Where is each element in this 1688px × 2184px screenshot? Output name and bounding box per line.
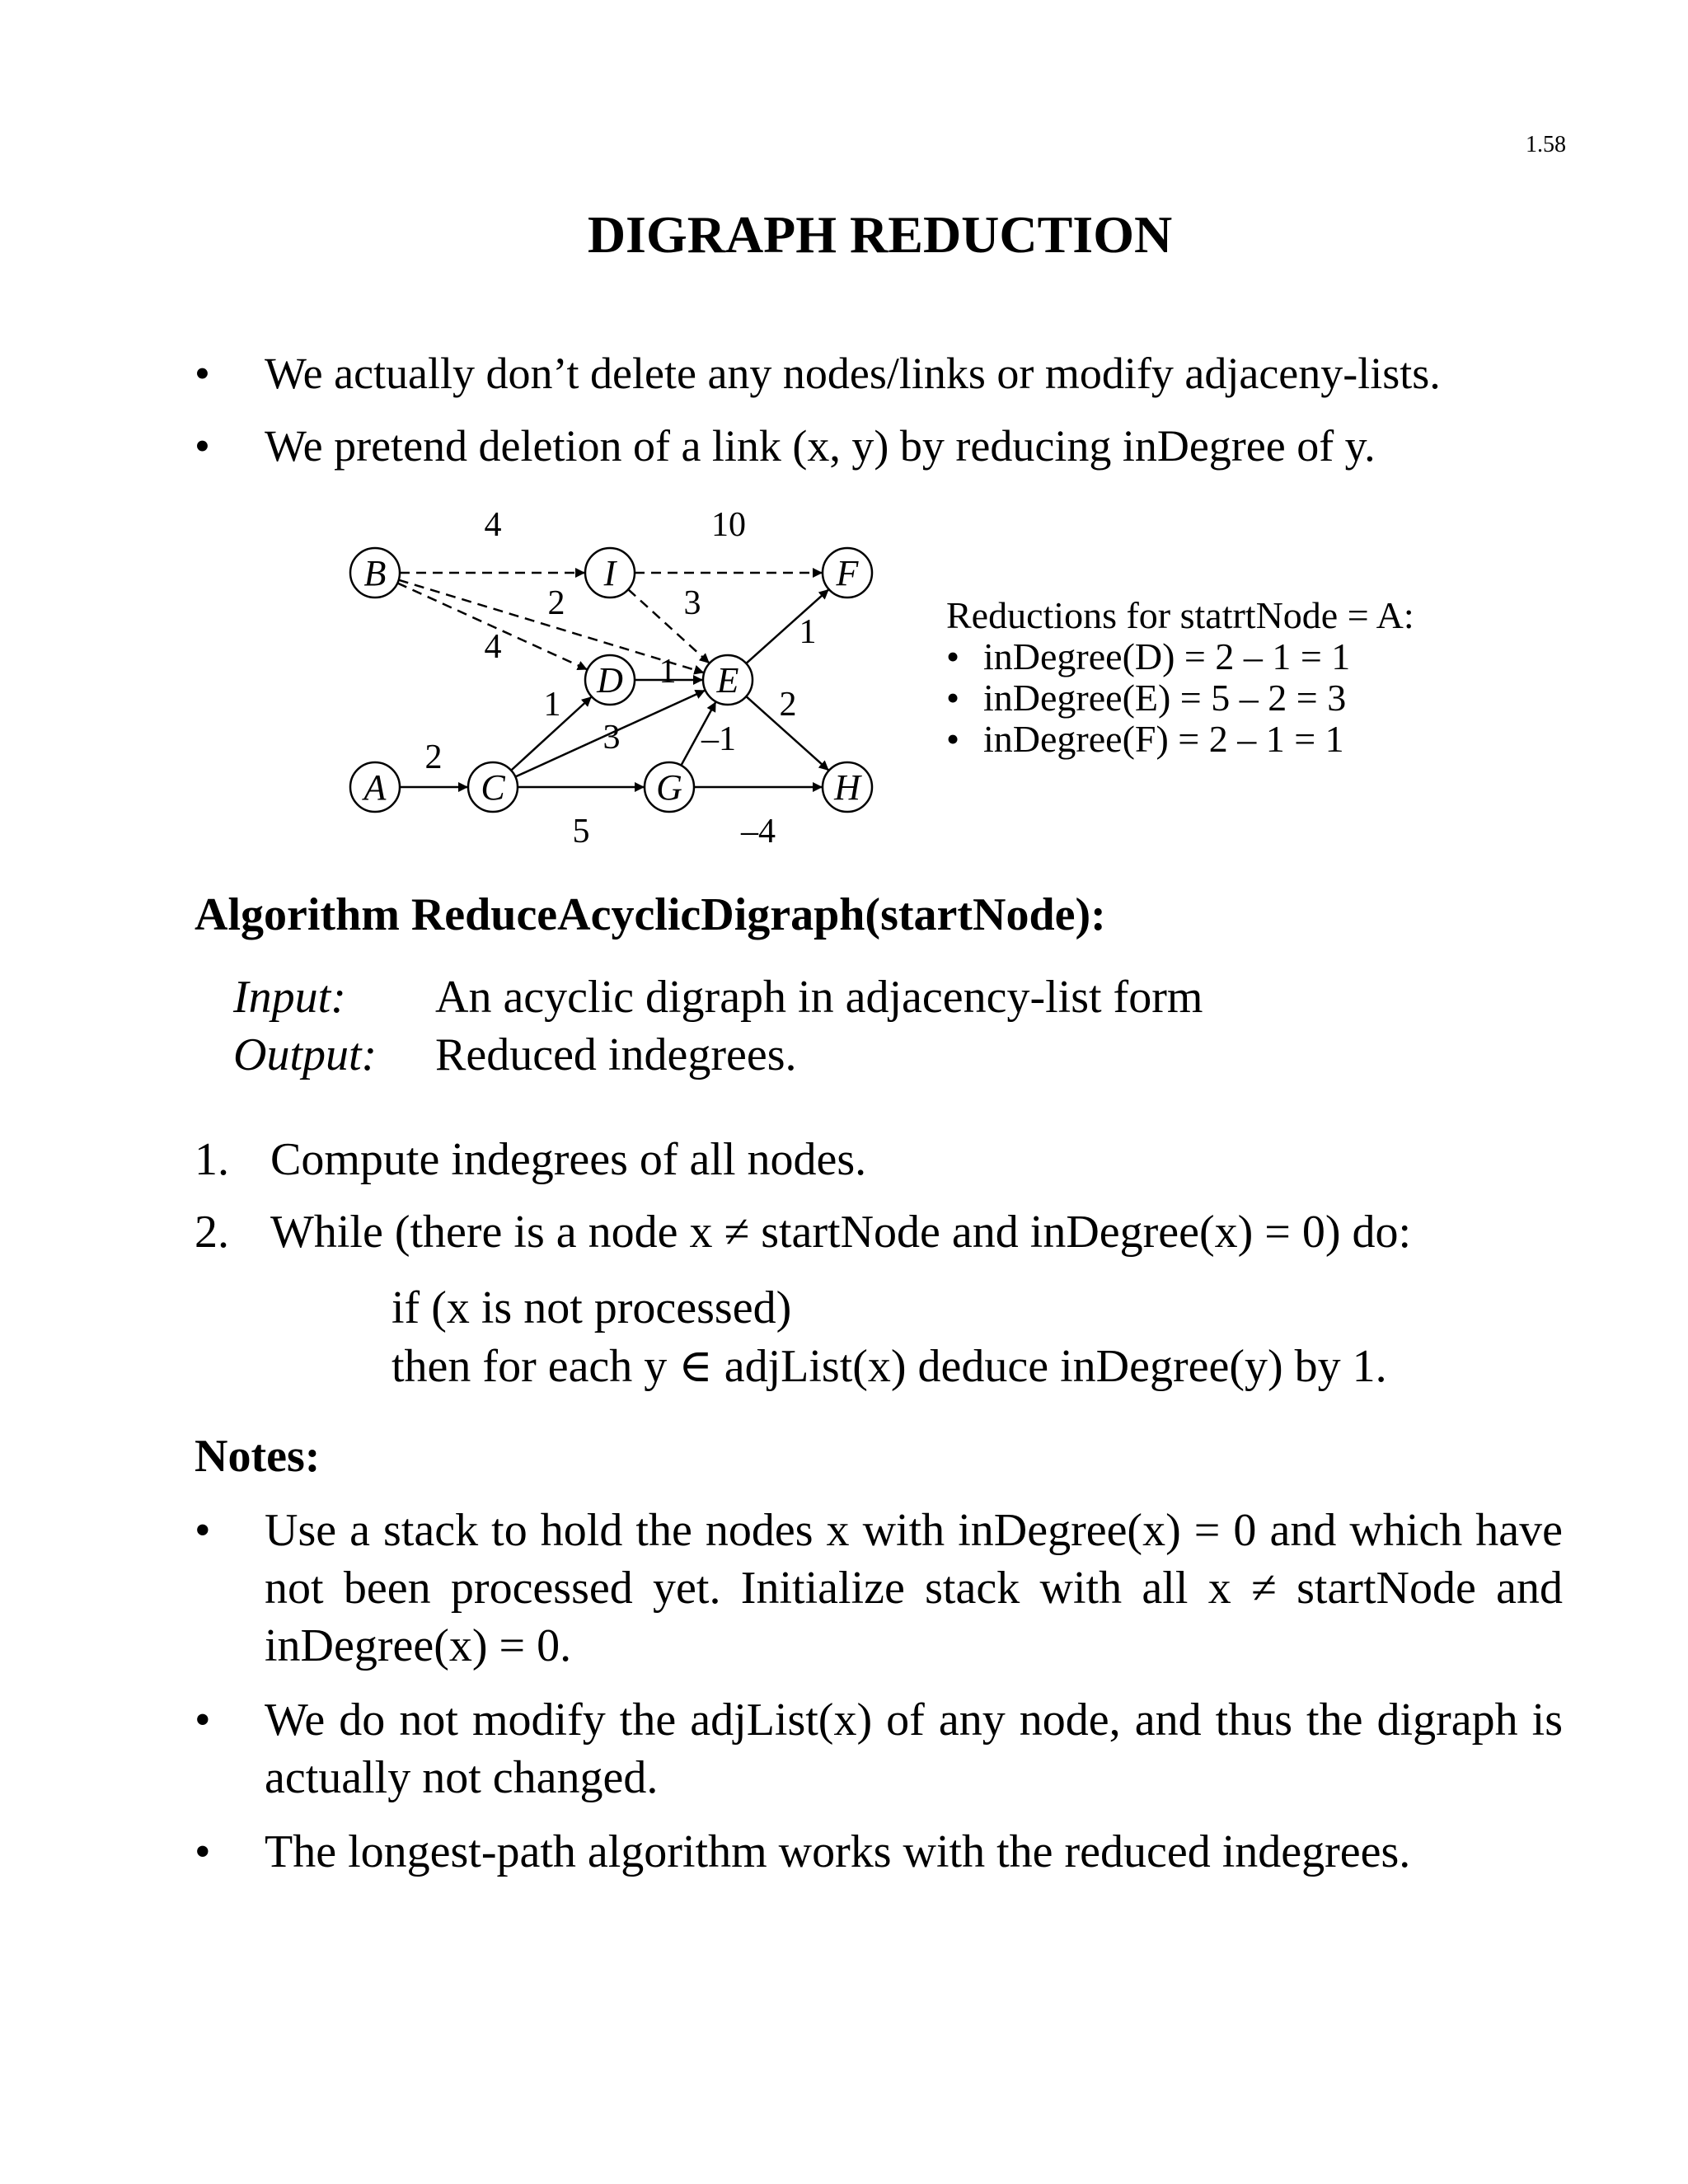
edge-weight-G-H: –4 (741, 813, 776, 851)
node-C (468, 762, 518, 812)
edge-weight-I-E: 3 (683, 584, 701, 622)
node-A (350, 762, 400, 812)
edge-weight-E-H: 2 (779, 686, 797, 724)
reduction-item-text: inDegree(D) = 2 – 1 = 1 (983, 635, 1351, 677)
note-item (195, 1502, 1563, 1675)
algorithm-title: Algorithm ReduceAcyclicDigraph(startNode): (195, 889, 1106, 940)
reduction-item-text: inDegree(F) = 2 – 1 = 1 (983, 718, 1344, 760)
bullet-icon: • (195, 1694, 211, 1746)
input-value: An acyclic digraph in adjacency-list form (435, 972, 1203, 1023)
node-label: B (363, 553, 387, 593)
edge-E-F (746, 589, 828, 663)
edge-weight-B-D: 4 (484, 628, 502, 666)
note-item (195, 1823, 1563, 1881)
node-label: A (363, 767, 387, 808)
notes-title: Notes: (195, 1431, 321, 1482)
node-B (350, 548, 400, 598)
note-text: The longest-path algorithm works with the reduced indegrees. (265, 1826, 1411, 1877)
reduction-item-text: inDegree(E) = 5 – 2 = 3 (983, 677, 1347, 719)
note-item (195, 1691, 1563, 1807)
step-sub-line: then for each y ∈ adjList(x) deduce inDegree(y) by 1. (392, 1341, 1387, 1392)
node-H (823, 762, 872, 812)
step-number: 2. (195, 1207, 229, 1258)
note-text: We do not modify the adjList(x) of any node, and thus the digraph is actually not changed. (265, 1694, 1563, 1803)
output-label: Output: (233, 1029, 377, 1080)
step-sub-line: if (x is not processed) (392, 1282, 792, 1333)
note-text: Use a stack to hold the nodes x with inDegree(x) = 0 and which have not been processed yet. Initialize stack with all x ≠ startNode and inDegree(x) = 0. (265, 1505, 1563, 1671)
node-label: F (836, 553, 859, 593)
bullet-icon: • (195, 1505, 211, 1556)
node-label: C (481, 767, 505, 808)
reductions-box (946, 595, 1414, 760)
intro-bullet-text: We actually don’t delete any nodes/links or modify adjaceny-lists. (265, 349, 1441, 398)
reduction-item: • inDegree(F) = 2 – 1 = 1 (946, 718, 1344, 760)
reductions-heading: Reductions for statrtNode = A: (946, 594, 1414, 636)
page-number: 1.58 (1526, 132, 1566, 157)
reduction-item: • inDegree(E) = 5 – 2 = 3 (946, 677, 1347, 719)
page-title: DIGRAPH REDUCTION (587, 205, 1173, 264)
edge-weight-D-E: 1 (659, 653, 677, 691)
reduction-item: • inDegree(D) = 2 – 1 = 1 (946, 635, 1351, 677)
node-I (585, 548, 635, 598)
bullet-icon: • (195, 349, 210, 398)
edge-weight-G-E: –1 (701, 720, 736, 758)
edge-weight-A-C: 2 (424, 738, 443, 776)
node-label: E (716, 660, 739, 701)
bullet-icon: • (195, 1826, 211, 1877)
node-label: D (597, 660, 623, 701)
node-label: I (603, 553, 617, 593)
edge-weight-B-I: 4 (484, 511, 502, 544)
step-text: While (there is a node x ≠ startNode and inDegree(x) = 0) do: (270, 1207, 1412, 1258)
input-label: Input: (233, 972, 346, 1023)
node-label: H (834, 767, 860, 808)
node-G (645, 762, 694, 812)
digraph-figure (330, 511, 923, 857)
output-value: Reduced indegrees. (435, 1029, 797, 1080)
step-text: Compute indegrees of all nodes. (270, 1134, 867, 1185)
bullet-icon: • (195, 421, 210, 471)
edge-weight-B-E: 2 (547, 584, 565, 622)
intro-bullet-text: We pretend deletion of a link (x, y) by reducing inDegree of y. (265, 421, 1376, 471)
edge-weight-C-G: 5 (572, 813, 590, 851)
edge-weight-I-F: 10 (711, 511, 746, 544)
node-label: G (656, 767, 682, 808)
edge-weight-C-D: 1 (543, 686, 561, 724)
node-D (585, 655, 635, 705)
node-F (823, 548, 872, 598)
edge-weight-C-E: 3 (603, 719, 621, 757)
node-E (703, 655, 753, 705)
step-number: 1. (195, 1134, 229, 1185)
edge-weight-E-F: 1 (799, 613, 817, 651)
